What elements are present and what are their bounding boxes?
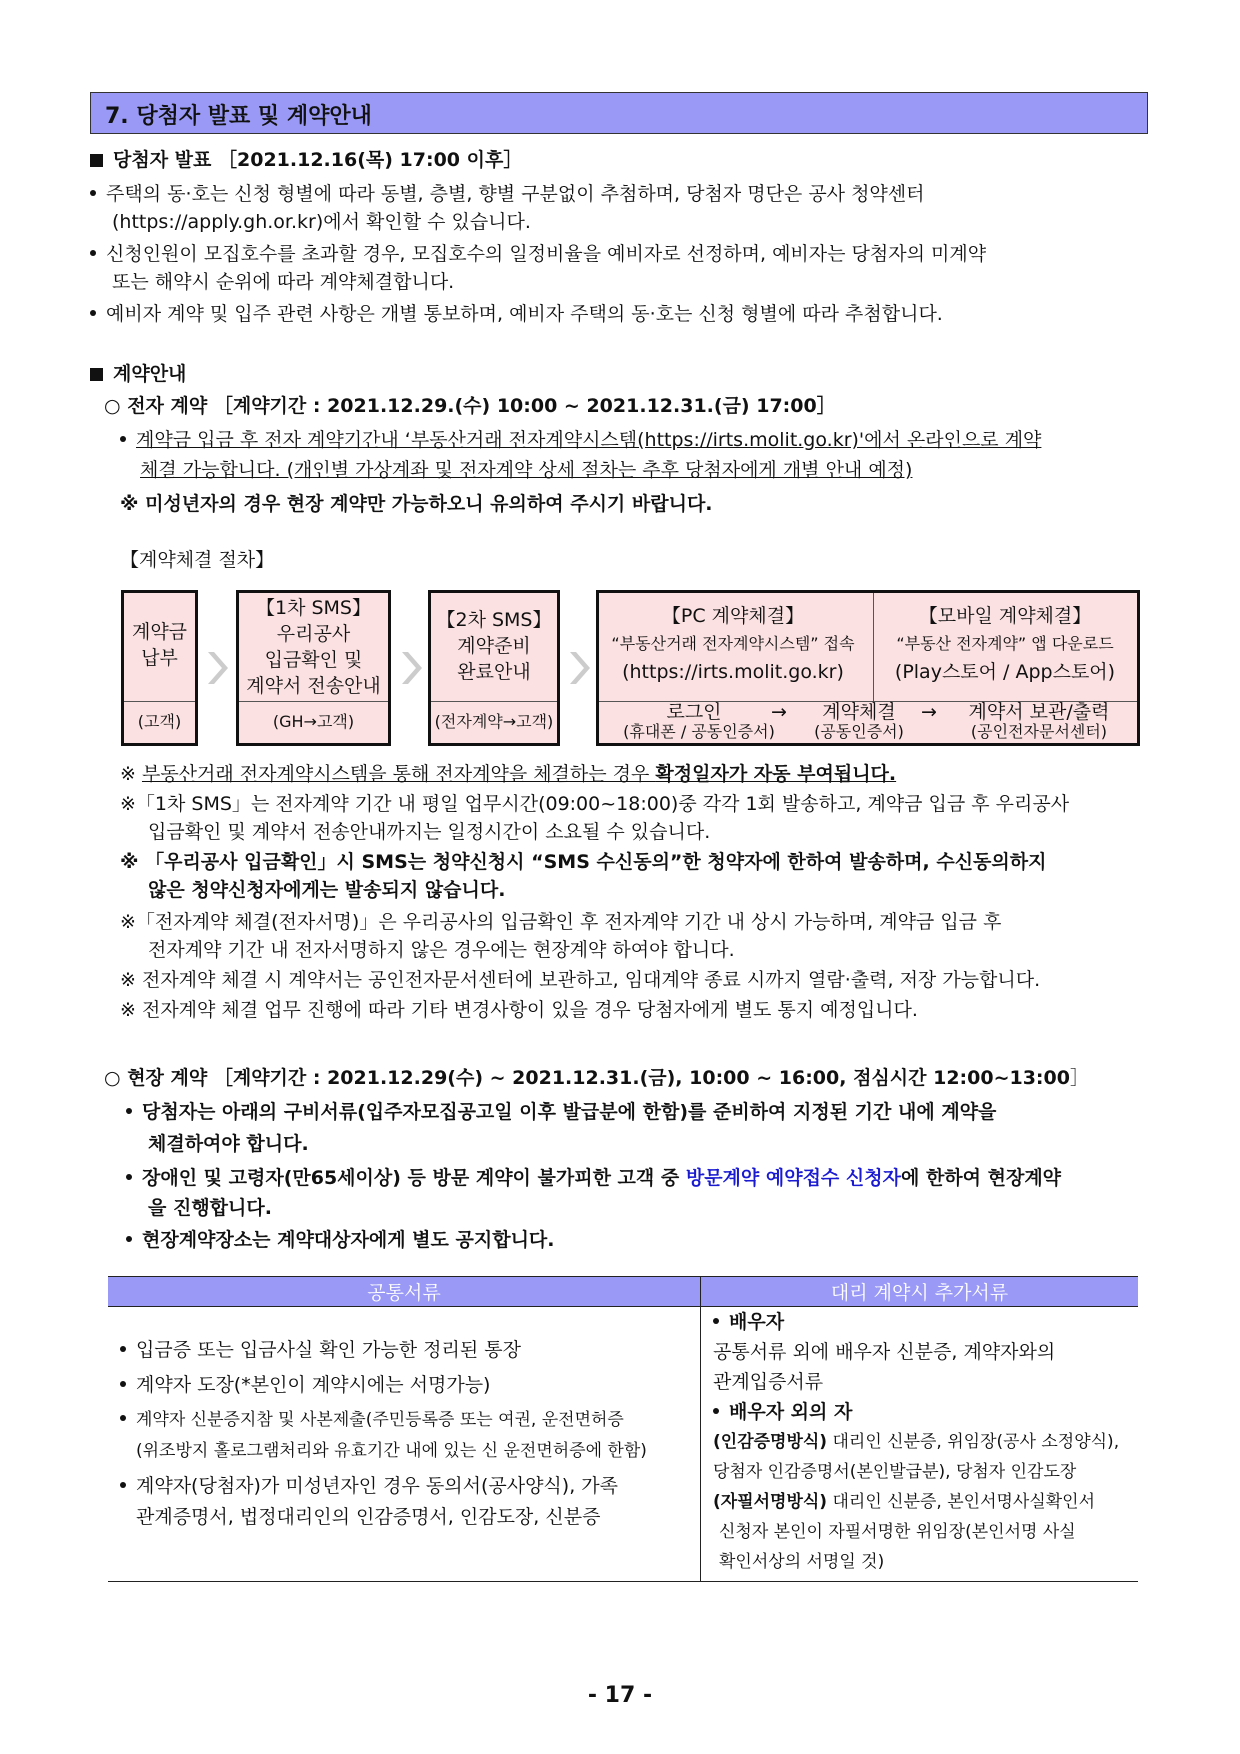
- square-bullet-icon: [90, 154, 103, 167]
- winner-bullet-1: 주택의 동·호는 신청 형별에 따라 동별, 층별, 향별 구분없이 추첨하며, 당첨자 명단은 공사 청약센터: [90, 180, 924, 208]
- bullet-icon: [120, 436, 126, 442]
- proxy-other-line: 신청자 본인이 자필서명한 위임장(본인서명 사실: [719, 1522, 1076, 1542]
- bullet-icon: [126, 1174, 132, 1180]
- note-sms-consent: ※ 「우리공사 입금확인」시 SMS는 청약신청시 “SMS 수신동의”한 청약자에 한하여 발송하며, 수신동의하지: [120, 851, 1047, 873]
- note-esign-cont: 전자계약 기간 내 전자서명하지 않은 경우에는 현장계약 하여야 합니다.: [148, 939, 735, 961]
- chevron-right-icon: [400, 648, 424, 688]
- note-auto-date: ※ 부동산거래 전자계약시스템을 통해 전자계약을 체결하는 경우 확정일자가 자동 부여됩니다.: [120, 763, 897, 785]
- bullet-icon: [126, 1236, 132, 1242]
- common-docs-cell: [108, 1307, 701, 1582]
- bullet-icon: [713, 1318, 719, 1324]
- winner-bullet-3: 예비자 계약 및 입주 관련 사항은 개별 통보하며, 예비자 주택의 동·호는 신청 형별에 따라 추첨합니다.: [90, 300, 943, 328]
- note-sms-consent-cont: 않은 청약신청자에게는 발송되지 않습니다.: [148, 879, 506, 901]
- bullet-icon: [120, 1415, 126, 1421]
- onsite-bullet-2: 장애인 및 고령자(만65세이상) 등 방문 계약이 불가피한 고객 중 방문계약 예약접수 신청자에 한하여 현장계약: [126, 1164, 1061, 1192]
- table-header-row: [108, 1277, 1138, 1307]
- flow-step-deposit: 계약금 납부 (고객): [121, 590, 198, 746]
- bullet-icon: [90, 190, 96, 196]
- bullet-icon: [713, 1408, 719, 1414]
- winner-heading: 당첨자 발표 ［2021.12.16(목) 17:00 이후］: [90, 146, 522, 174]
- flow-step-sms2: 【2차 SMS】 계약준비 완료안내 (전자계약→고객): [428, 590, 560, 746]
- chevron-right-icon: [206, 648, 230, 688]
- note-changes: ※ 전자계약 체결 업무 진행에 따라 기타 변경사항이 있을 경우 당첨자에게 별도 통지 예정입니다.: [120, 999, 918, 1021]
- proxy-other-line: (인감증명방식) 대리인 신분증, 위임장(공사 소정양식),: [713, 1432, 1120, 1452]
- proxy-other-heading: 배우자 외의 자: [713, 1397, 1138, 1427]
- bullet-icon: [120, 1381, 126, 1387]
- section-title: 7. 당첨자 발표 및 계약안내: [105, 104, 372, 129]
- proxy-spouse-line: 공통서류 외에 배우자 신분증, 계약자와의: [713, 1341, 1056, 1363]
- proxy-other-line: 확인서상의 서명일 것): [719, 1552, 885, 1572]
- onsite-bullet-2-cont: 을 진행합니다.: [148, 1197, 272, 1219]
- procedure-title: 【계약체결 절차】: [120, 549, 275, 571]
- onsite-bullet-1-cont: 체결하여야 합니다.: [148, 1133, 309, 1155]
- winner-bullet-1-cont: (https://apply.gh.or.kr)에서 확인할 수 있습니다.: [112, 211, 531, 233]
- note-sms1: ※「1차 SMS」는 전자계약 기간 내 평일 업무시간(09:00~18:00)중 각각 1회 발송하고, 계약금 입금 후 우리공사: [120, 793, 1070, 815]
- winner-bullet-2-cont: 또는 해약시 순위에 따라 계약체결합니다.: [112, 271, 455, 293]
- econtract-bullet-cont: 체결 가능합니다. (개인별 가상계좌 및 전자계약 상세 절차는 추후 당첨자에게 개별 안내 예정): [140, 459, 913, 481]
- bullet-icon: [126, 1108, 132, 1114]
- bullet-icon: [90, 310, 96, 316]
- note-storage: ※ 전자계약 체결 시 계약서는 공인전자문서센터에 보관하고, 임대계약 종료 시까지 열람·출력, 저장 가능합니다.: [120, 969, 1041, 991]
- econtract-bullet: 계약금 입금 후 전자 계약기간내 ‘부동산거래 전자계약시스템(https://irts.molit.go.kr)'에서 온라인으로 계약: [120, 426, 1041, 454]
- list-item: 입금증 또는 입금사실 확인 가능한 정리된 통장: [120, 1335, 700, 1366]
- table-row: [108, 1307, 1138, 1582]
- onsite-bullet-1: 당첨자는 아래의 구비서류(입주자모집공고일 이후 발급분에 한함)를 준비하여 지정된 기간 내에 계약을: [126, 1098, 996, 1126]
- flow-step-sms1: 【1차 SMS】 우리공사 입금확인 및 계약서 전송안내 (GH→고객): [236, 590, 391, 746]
- proxy-spouse-line: 관계입증서류: [713, 1371, 824, 1393]
- note-sms1-cont: 입금확인 및 계약서 전송안내까지는 일정시간이 소요될 수 있습니다.: [148, 821, 711, 843]
- econtract-heading: ○ 전자 계약 ［계약기간 : 2021.12.29.(수) 10:00 ~ 2021.12.31.(금) 17:00］: [104, 395, 836, 417]
- flow-step-sign: 【PC 계약체결】 “부동산거래 전자계약시스템” 접속 (https://irts.molit.go.kr) 【모바일 계약체결】 “부동산 전자계약” 앱 다운로드 (Play스토어 / App스토어) 로그인 → 계약체결 → 계약서 보관/출력 (휴대폰 / 공동인증서) (공동인증서) (공인전자문서센터): [596, 590, 1140, 746]
- list-item: 계약자(당첨자)가 미성년자인 경우 동의서(공사양식), 가족: [120, 1471, 700, 1502]
- section-header: [90, 92, 1148, 134]
- winner-bullet-2: 신청인원이 모집호수를 초과할 경우, 모집호수의 일정비율을 예비자로 선정하며, 예비자는 당첨자의 미계약: [90, 240, 986, 268]
- square-bullet-icon: [90, 368, 103, 381]
- chevron-right-icon: [568, 648, 592, 688]
- econtract-minor-note: ※ 미성년자의 경우 현장 계약만 가능하오니 유의하여 주시기 바랍니다.: [120, 493, 713, 515]
- proxy-other-line: (자필서명방식) 대리인 신분증, 본인서명사실확인서: [713, 1492, 1096, 1512]
- documents-table: [108, 1276, 1138, 1582]
- page-number: - 17 -: [587, 1683, 653, 1708]
- bullet-icon: [120, 1482, 126, 1488]
- list-item: 계약자 도장(*본인이 계약시에는 서명가능): [120, 1370, 700, 1401]
- proxy-other-line: 당첨자 인감증명서(본인발급분), 당첨자 인감도장: [713, 1462, 1077, 1482]
- col-common-docs: 공통서류: [108, 1277, 701, 1307]
- bullet-icon: [120, 1346, 126, 1352]
- note-esign: ※「전자계약 체결(전자서명)」은 우리공사의 입금확인 후 전자계약 기간 내 상시 가능하며, 계약금 입금 후: [120, 911, 1002, 933]
- col-proxy-docs: 대리 계약시 추가서류: [701, 1277, 1139, 1307]
- list-item-cont: 관계증명서, 법정대리인의 인감증명서, 인감도장, 신분증: [136, 1506, 601, 1528]
- proxy-docs-cell: [701, 1307, 1139, 1582]
- bullet-icon: [90, 250, 96, 256]
- onsite-bullet-3: 현장계약장소는 계약대상자에게 별도 공지합니다.: [126, 1226, 555, 1254]
- proxy-spouse-heading: 배우자: [713, 1307, 1138, 1337]
- contract-heading: 계약안내: [90, 360, 186, 388]
- list-item-cont: (위조방지 홀로그램처리와 유효기간 내에 있는 신 운전면허증에 한함): [136, 1441, 647, 1461]
- list-item: 계약자 신분증지참 및 사본제출(주민등록증 또는 여권, 운전면허증: [120, 1405, 700, 1436]
- onsite-heading: ○ 현장 계약 ［계약기간 : 2021.12.29(수) ~ 2021.12.31.(금), 10:00 ~ 16:00, 점심시간 12:00~13:00］: [104, 1067, 1089, 1089]
